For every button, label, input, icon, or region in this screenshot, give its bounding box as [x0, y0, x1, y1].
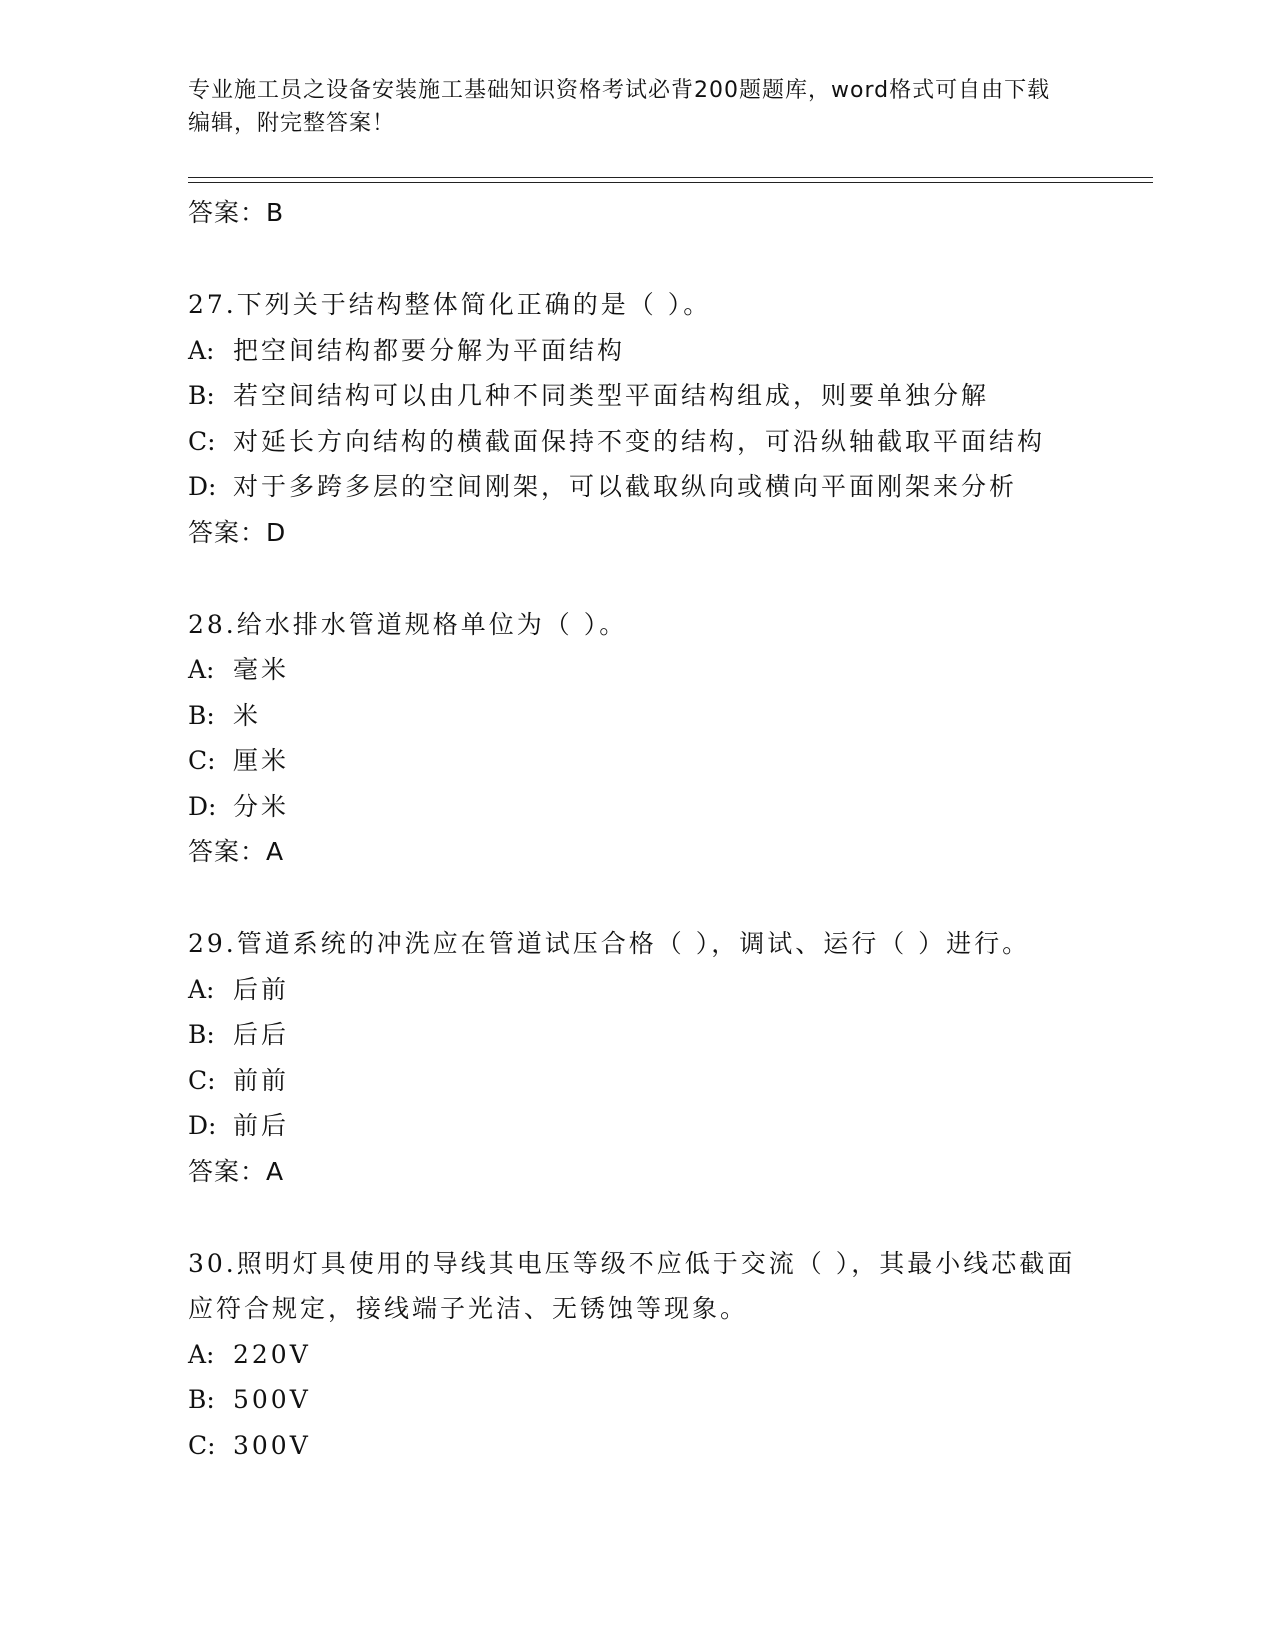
option-text: 对于多跨多层的空间刚架，可以截取纵向或横向平面刚架来分析 [233, 472, 1018, 501]
question-stem: 28.给水排水管道规格单位为（ ）。 [188, 609, 628, 639]
question-29 [188, 921, 1148, 1195]
option-label: B: [188, 381, 215, 410]
option-b [188, 373, 1148, 419]
option-text: 厘米 [233, 746, 290, 775]
option-a [188, 647, 1148, 693]
document-header: 专业施工员之设备安装施工基础知识资格考试必背200题题库，word格式可自由下载编辑，附完整答案！ [188, 78, 1051, 136]
option-label: C: [188, 426, 216, 456]
option-text: 对延长方向结构的横截面保持不变的结构，可沿纵轴截取平面结构 [233, 426, 1046, 456]
question-30 [188, 1241, 1148, 1469]
header-divider [188, 177, 1153, 178]
question-stem: 29.管道系统的冲洗应在管道试压合格（ ），调试、运行（ ）进行。 [188, 929, 1031, 958]
option-b [188, 693, 1148, 739]
option-text: 后后 [233, 1020, 290, 1049]
option-label: C: [188, 1430, 216, 1460]
option-text: 把空间结构都要分解为平面结构 [233, 335, 626, 365]
option-text: 分米 [233, 791, 290, 821]
option-c [188, 1058, 1148, 1104]
option-label: A: [188, 335, 215, 365]
option-a [188, 967, 1148, 1013]
question-list [188, 190, 1148, 1468]
option-text: 毫米 [233, 655, 290, 684]
previous-answer: 答案：B [188, 198, 285, 227]
option-d [188, 1103, 1148, 1149]
option-label: B: [188, 1385, 215, 1414]
option-text: 米 [233, 700, 262, 730]
question-stem: 30.照明灯具使用的导线其电压等级不应低于交流（ ），其最小线芯截面应符合规定，接线端子光洁、无锈蚀等现象。 [188, 1248, 1076, 1323]
option-label: A: [188, 974, 215, 1004]
option-c [188, 1423, 1148, 1469]
option-text: 500V [233, 1385, 311, 1414]
question-28 [188, 602, 1148, 876]
option-c [188, 419, 1148, 465]
option-label: B: [188, 700, 215, 730]
option-c [188, 738, 1148, 784]
question-stem: 27.下列关于结构整体简化正确的是（ ）。 [188, 290, 712, 319]
option-text: 若空间结构可以由几种不同类型平面结构组成，则要单独分解 [233, 381, 990, 410]
option-text: 220V [233, 1339, 311, 1369]
option-label: B: [188, 1020, 215, 1049]
option-text: 前后 [233, 1111, 290, 1140]
header-divider-double [188, 182, 1153, 183]
question-27 [188, 282, 1148, 556]
option-d [188, 464, 1148, 510]
option-text: 后前 [233, 974, 290, 1004]
option-a [188, 328, 1148, 374]
option-label: A: [188, 1339, 215, 1369]
answer: 答案：A [188, 1156, 285, 1186]
option-text: 前前 [233, 1065, 290, 1095]
option-a [188, 1332, 1148, 1378]
option-b [188, 1012, 1148, 1058]
option-d [188, 784, 1148, 830]
option-label: C: [188, 1065, 216, 1095]
option-b [188, 1377, 1148, 1423]
answer: 答案：A [188, 837, 285, 866]
option-label: A: [188, 655, 215, 684]
option-label: D: [188, 472, 217, 501]
answer: 答案：D [188, 517, 287, 547]
option-label: C: [188, 746, 216, 775]
option-label: D: [188, 1111, 217, 1140]
option-label: D: [188, 791, 217, 821]
option-text: 300V [233, 1430, 311, 1460]
